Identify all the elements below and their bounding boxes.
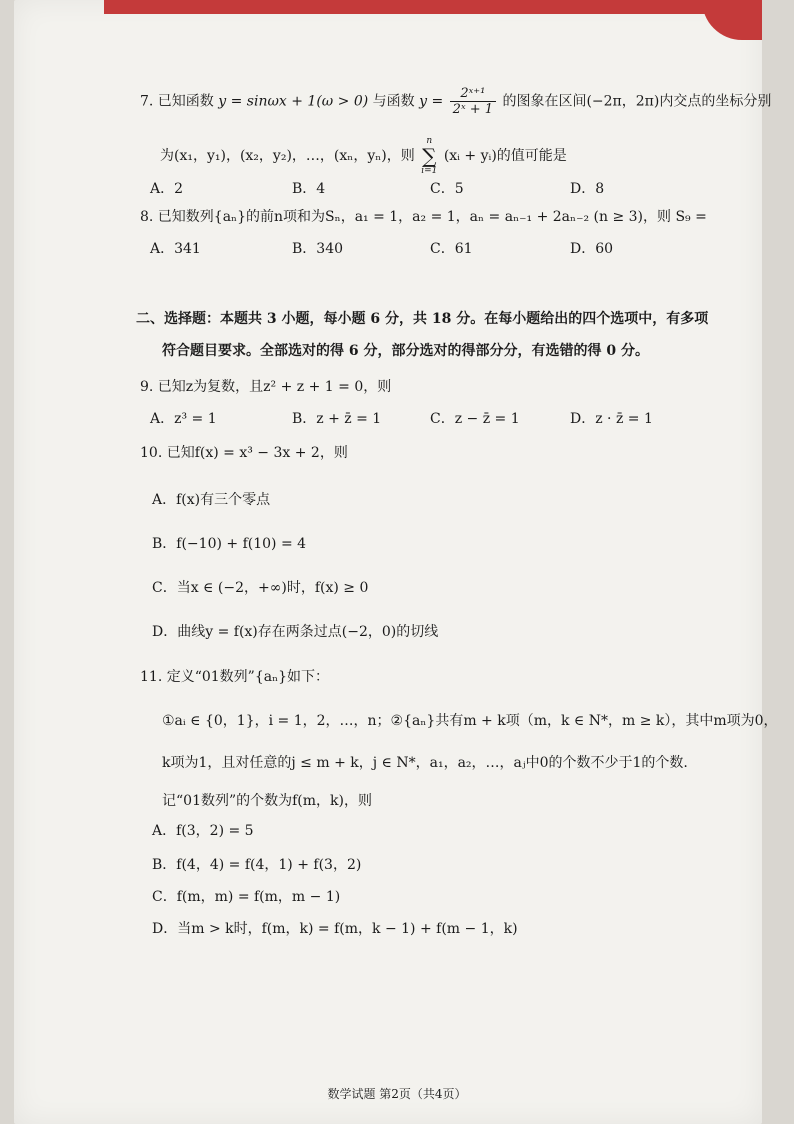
q7-sum-lower: i=1 (421, 166, 438, 176)
q7-fraction-denominator: 2ˣ + 1 (452, 102, 493, 117)
q7-line2-post: (xᵢ + yᵢ)的值可能是 (443, 148, 567, 164)
q10-stem: 10. 已知f(x) = x³ − 3x + 2，则 (140, 445, 348, 461)
q9-stem: 9. 已知z为复数，且z² + z + 1 = 0，则 (140, 379, 392, 395)
q11-note: 记“01数列”的个数为f(m，k)，则 (162, 793, 372, 809)
q7-sum-sigma: ∑ (422, 144, 437, 168)
q7-sum-upper: n (426, 136, 433, 146)
q7-fraction-numerator: 2ˣ⁺¹ (450, 86, 496, 102)
q7-option-c: C．5 (430, 181, 464, 197)
q7-line2-pre: 为(x₁，y₁)，(x₂，y₂)，…，(xₙ，yₙ)，则 (160, 148, 415, 164)
q9-option-a: A．z³ = 1 (150, 411, 217, 427)
red-corner-mark (702, 0, 762, 40)
q7-option-a: A．2 (150, 181, 184, 197)
page-footer: 数学试题 第2页（共4页） (327, 1087, 467, 1101)
section2-header-line1: 二、选择题：本题共 3 小题，每小题 6 分，共 18 分。在每小题给出的四个选项中，有多项 (136, 311, 709, 327)
q11-condition-2: k项为1，且对任意的j ≤ m + k，j ∈ N*，a₁，a₂，…，aⱼ中0的个数不少于1的个数. (162, 755, 688, 771)
q7-text-mid: 与函数 (372, 93, 415, 110)
q11-option-d: D．当m > k时，f(m，k) = f(m，k − 1) + f(m − 1，k) (152, 921, 518, 937)
q11-condition-1: ①aᵢ ∈ {0，1}，i = 1，2，…，n；②{aₙ}共有m + k项（m，k ∈ N*，m ≥ k），其中m项为0， (162, 713, 778, 729)
q7-fraction (450, 86, 496, 117)
q7-function-1: y = sinωx + 1(ω > 0) (218, 93, 369, 110)
q8-stem: 8. 已知数列{aₙ}的前n项和为Sₙ，a₁ = 1，a₂ = 1，aₙ = aₙ₋₁ + 2aₙ₋₂ (n ≥ 3)，则 S₉ = (140, 209, 707, 225)
q7-line2 (160, 136, 567, 176)
q7-function-2-lhs: y = (419, 93, 444, 110)
q11-option-b: B．f(4，4) = f(4，1) + f(3，2) (152, 857, 362, 873)
q8-option-b: B．340 (292, 241, 344, 257)
q9-option-d: D．z · z̄ = 1 (570, 411, 653, 427)
q7-line1 (140, 86, 771, 117)
section2-header-line2: 符合题目要求。全部选对的得 6 分，部分选对的得部分分，有选错的得 0 分。 (162, 343, 649, 359)
q10-option-b: B．f(−10) + f(10) = 4 (152, 536, 307, 552)
q11-stem: 11. 定义“01数列”{aₙ}如下： (140, 669, 330, 685)
q10-option-d: D．曲线y = f(x)存在两条过点(−2，0)的切线 (152, 624, 439, 640)
q8-option-c: C．61 (430, 241, 473, 257)
q10-option-c: C．当x ∈ (−2，+∞)时，f(x) ≥ 0 (152, 580, 369, 596)
q7-option-b: B．4 (292, 181, 326, 197)
q7-text-post: 的图象在区间(−2π，2π)内交点的坐标分别 (502, 93, 772, 110)
q8-option-a: A．341 (150, 241, 201, 257)
q9-option-c: C．z − z̄ = 1 (430, 411, 520, 427)
q11-option-c: C．f(m，m) = f(m，m − 1) (152, 889, 341, 905)
q9-option-b: B．z + z̄ = 1 (292, 411, 382, 427)
q10-option-a: A．f(x)有三个零点 (152, 492, 271, 508)
q7-summation (421, 136, 437, 176)
q11-option-a: A．f(3，2) = 5 (152, 823, 254, 839)
q8-option-d: D．60 (570, 241, 614, 257)
red-binding-strip (104, 0, 744, 14)
q7-text-pre: 7. 已知函数 (140, 93, 214, 110)
q7-option-d: D．8 (570, 181, 605, 197)
